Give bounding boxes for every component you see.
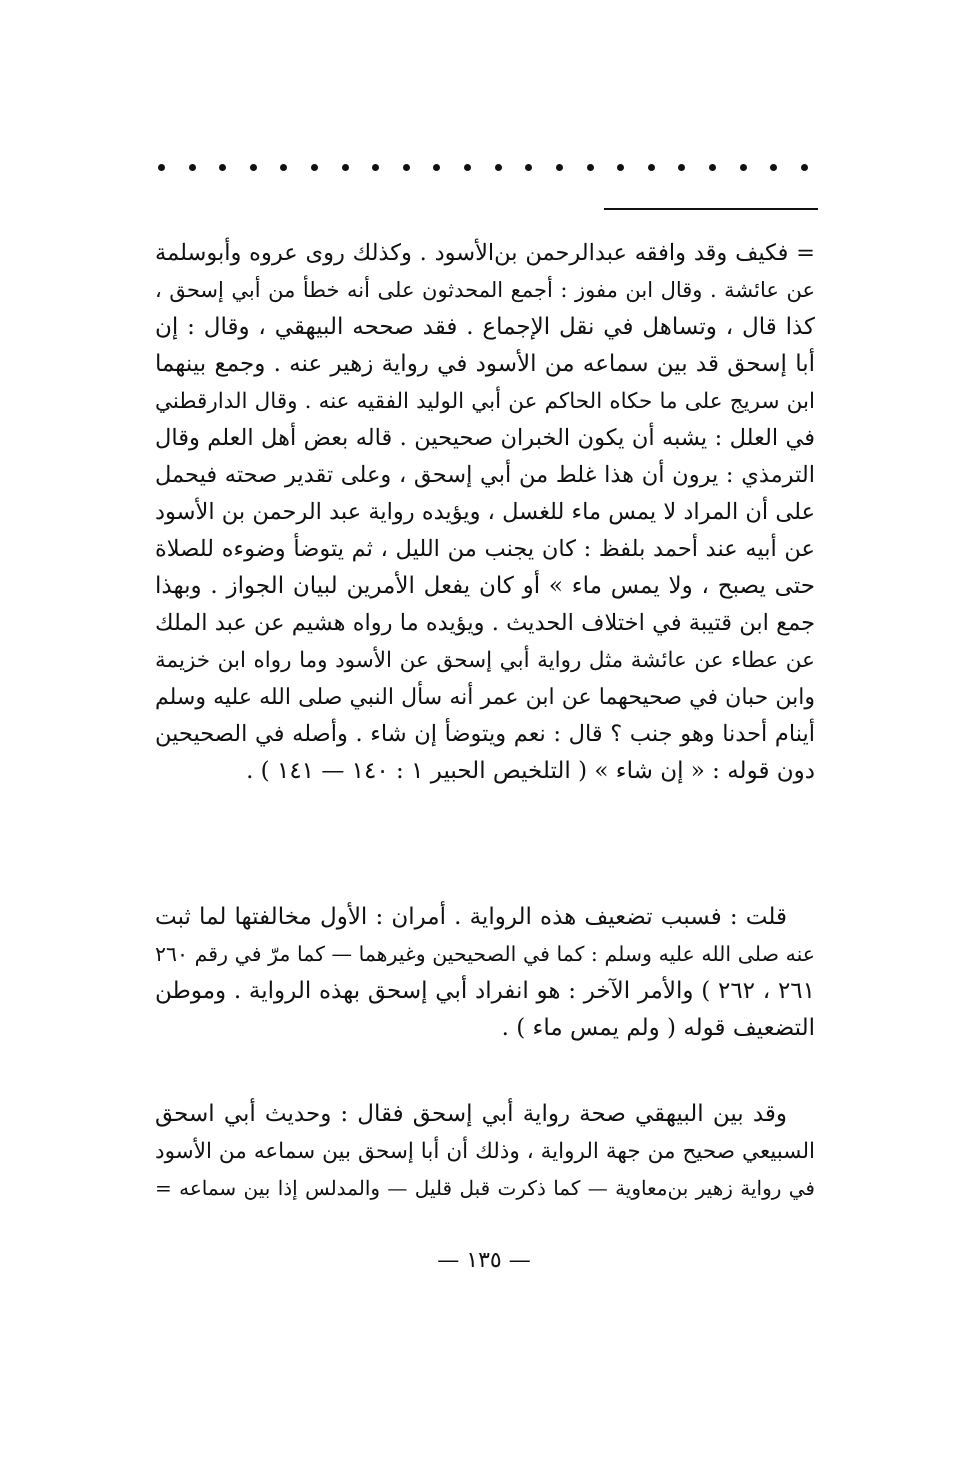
separator-dot [403,164,410,171]
separator-dot [525,164,532,171]
separator-dot [158,164,165,171]
text-line: الترمذي : يرون أن هذا غلط من أبي إسحق ، وعلى تقدير صحته فيحمل [155,462,815,488]
text-line: عن أبيه عند أحمد بلفظ : كان يجنب من الليل ، ثم يتوضأ وضوءه للصلاة [155,536,815,562]
paragraph-bayhaqi [155,1096,815,1207]
text-line: وقد بين البيهقي صحة رواية أبي إسحق فقال : وحديث أبي اسحق [155,1101,787,1127]
separator-dot [372,164,379,171]
separator-dot [433,164,440,171]
footnote-text [155,235,815,790]
paragraph-comment [155,899,815,1047]
text-line: وابن حبان في صحيحهما عن ابن عمر أنه سأل النبي صلى الله عليه وسلم [155,685,815,710]
text-line: التضعيف قوله ( ولم يمس ماء ) . [501,1015,815,1041]
text-line: في العلل : يشبه أن يكون الخبران صحيحين . قاله بعض أهل العلم وقال [155,425,815,451]
text-line: حتى يصبح ، ولا يمس ماء » أو كان يفعل الأمرين لبيان الجواز . وبهذا [155,573,815,599]
separator-dot [587,164,594,171]
separator-dot [219,164,226,171]
separator-dot [189,164,196,171]
text-line: في رواية زهير بن‌معاوية — كما ذكرت قبل قليل — والمدلس إذا بين سماعه = [155,1176,815,1200]
text-line: السبيعي صحيح من جهة الرواية ، وذلك أن أبا إسحق بين سماعه من الأسود [155,1139,815,1164]
page-number: — ١٣٥ — [437,1248,531,1273]
text-line: أبا إسحق قد بين سماعه من الأسود في رواية زهير عنه . وجمع بينهما [155,351,815,377]
separator-dot [648,164,655,171]
separator-dot [495,164,502,171]
footnote-rule [604,208,818,210]
separator-dot [280,164,287,171]
separator-dot [556,164,563,171]
text-line: قلت : فسبب تضعيف هذه الرواية . أمران : الأول مخالفتها لما ثبت [155,904,787,930]
separator-dot [617,164,624,171]
text-line: عنه صلى الله عليه وسلم : كما في الصحيحين وغيرهما — كما مرّ في رقم ٢٦٠ [155,942,815,966]
separator-dot [770,164,777,171]
separator-dot [801,164,808,171]
text-line: عن عطاء عن عائشة مثل رواية أبي إسحق عن الأسود وما رواه ابن خزيمة [155,648,815,673]
separator-dot [311,164,318,171]
separator-dot [464,164,471,171]
dotted-separator [158,152,808,182]
text-line: على أن المراد لا يمس ماء للغسل ، ويؤيده رواية عبد الرحمن بن الأسود [155,499,815,525]
separator-dot [250,164,257,171]
text-line: كذا قال ، وتساهل في نقل الإجماع . فقد صححه البيهقي ، وقال : إن [155,314,815,340]
text-line: ابن سريج على ما حكاه الحاكم عن أبي الوليد الفقيه عنه . وقال الدارقطني [155,389,815,414]
text-line: عن عائشة . وقال ابن مفوز : أجمع المحدثون على أنه خطأ من أبي إسحق ، [155,278,815,302]
text-line: = فكيف وقد وافقه عبدالرحمن بن‌الأسود . وكذلك روى عروه وأبوسلمة [155,240,815,266]
separator-dot [740,164,747,171]
separator-dot [678,164,685,171]
separator-dot [709,164,716,171]
text-line: دون قوله : « إن شاء » ( التلخيص الحبير ١ : ١٤٠ — ١٤١ ) . [246,758,815,784]
text-line: أينام أحدنا وهو جنب ؟ قال : نعم ويتوضأ إن شاء . وأصله في الصحيحين [155,721,815,747]
separator-dot [342,164,349,171]
text-line: جمع ابن قتيبة في اختلاف الحديث . ويؤيده ما رواه هشيم عن عبد الملك [155,610,815,636]
text-line: ٢٦١ ، ٢٦٢ ) والأمر الآخر : هو انفراد أبي إسحق بهذه الرواية . وموطن [155,978,815,1004]
